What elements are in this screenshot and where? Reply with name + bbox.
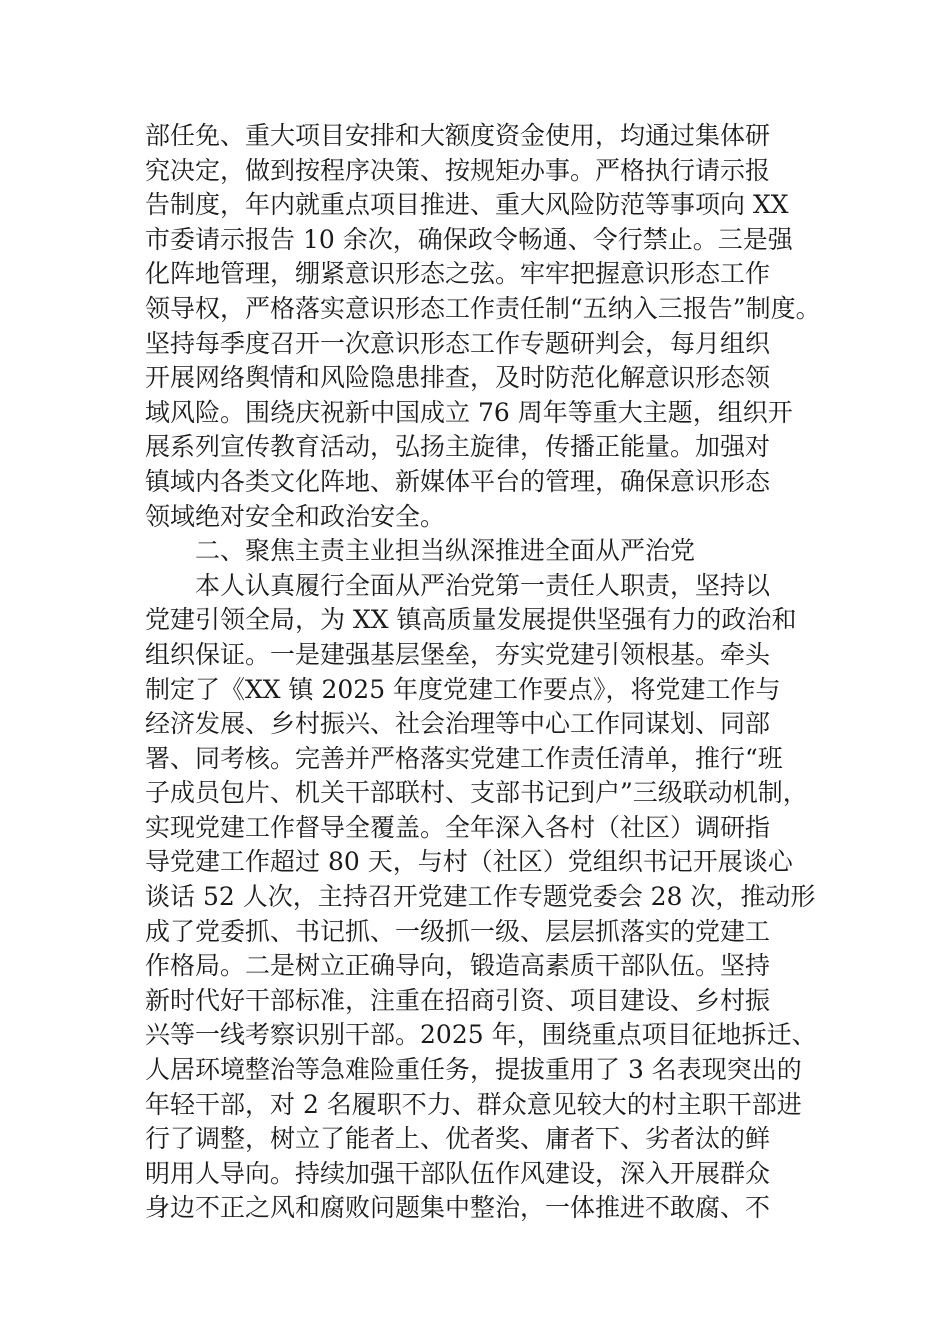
body-line: 署、同考核。完善并严格落实党建工作责任清单，推行“班 <box>145 743 783 773</box>
paragraph-first-line: 本人认真履行全面从严治党第一责任人职责，坚持以 <box>195 570 771 600</box>
body-line: 行了调整，树立了能者上、优者奖、庸者下、劣者汰的鲜 <box>145 1124 771 1154</box>
body-line: 究决定，做到按程序决策、按规矩办事。严格执行请示报 <box>145 155 771 185</box>
body-line: 党建引领全局，为 XX 镇高质量发展提供坚强有力的政治和 <box>145 605 797 635</box>
body-line: 导党建工作超过 80 天，与村（社区）党组织书记开展谈心 <box>145 847 793 877</box>
body-line: 兴等一线考察识别干部。2025 年，围绕重点项目征地拆迁、 <box>145 1020 817 1050</box>
body-line: 展系列宣传教育活动，弘扬主旋律，传播正能量。加强对 <box>145 432 771 462</box>
body-line: 部任免、重大项目安排和大额度资金使用，均通过集体研 <box>145 121 771 150</box>
body-line: 告制度，年内就重点项目推进、重大风险防范等事项向 XX <box>145 190 789 220</box>
body-line: 坚持每季度召开一次意识形态工作专题研判会，每月组织 <box>145 328 771 358</box>
body-line: 开展网络舆情和风险隐患排查，及时防范化解意识形态领 <box>145 363 771 393</box>
body-line: 明用人导向。持续加强干部队伍作风建设，深入开展群众 <box>145 1158 771 1188</box>
body-line: 人居环境整治等急难险重任务，提拔重用了 3 名表现突出的 <box>145 1055 802 1085</box>
body-line: 镇域内各类文化阵地、新媒体平台的管理，确保意识形态 <box>145 466 771 496</box>
body-line: 制定了《XX 镇 2025 年度党建工作要点》，将党建工作与 <box>145 674 781 704</box>
body-line: 年轻干部，对 2 名履职不力、群众意见较大的村主职干部进 <box>145 1089 802 1119</box>
section-heading: 二、聚焦主责主业担当纵深推进全面从严治党 <box>195 536 696 566</box>
body-line: 子成员包片、机关干部联村、支部书记到户”三级联动机制， <box>145 778 808 808</box>
body-line: 域风险。围绕庆祝新中国成立 76 周年等重大主题，组织开 <box>145 397 793 427</box>
body-line: 化阵地管理，绷紧意识形态之弦。牢牢把握意识形态工作 <box>145 259 771 289</box>
body-line: 身边不正之风和腐败问题集中整治，一体推进不敢腐、不 <box>145 1193 771 1223</box>
body-line: 实现党建工作督导全覆盖。全年深入各村（社区）调研指 <box>145 812 771 842</box>
body-line: 经济发展、乡村振兴、社会治理等中心工作同谋划、同部 <box>145 709 771 739</box>
body-line: 谈话 52 人次，主持召开党建工作专题党委会 28 次，推动形 <box>145 882 816 912</box>
body-line: 组织保证。一是建强基层堡垒，夯实党建引领根基。牵头 <box>145 639 771 669</box>
body-line: 领导权，严格落实意识形态工作责任制“五纳入三报告”制度。 <box>145 293 821 323</box>
document-body <box>145 119 845 1226</box>
body-line: 领域绝对安全和政治安全。 <box>145 501 446 531</box>
body-line: 市委请示报告 10 余次，确保政令畅通、令行禁止。三是强 <box>145 224 793 254</box>
body-line: 作格局。二是树立正确导向，锻造高素质干部队伍。坚持 <box>145 951 771 981</box>
body-line: 成了党委抓、书记抓、一级抓一级、层层抓落实的党建工 <box>145 916 771 946</box>
body-line: 新时代好干部标准，注重在招商引资、项目建设、乡村振 <box>145 985 771 1015</box>
